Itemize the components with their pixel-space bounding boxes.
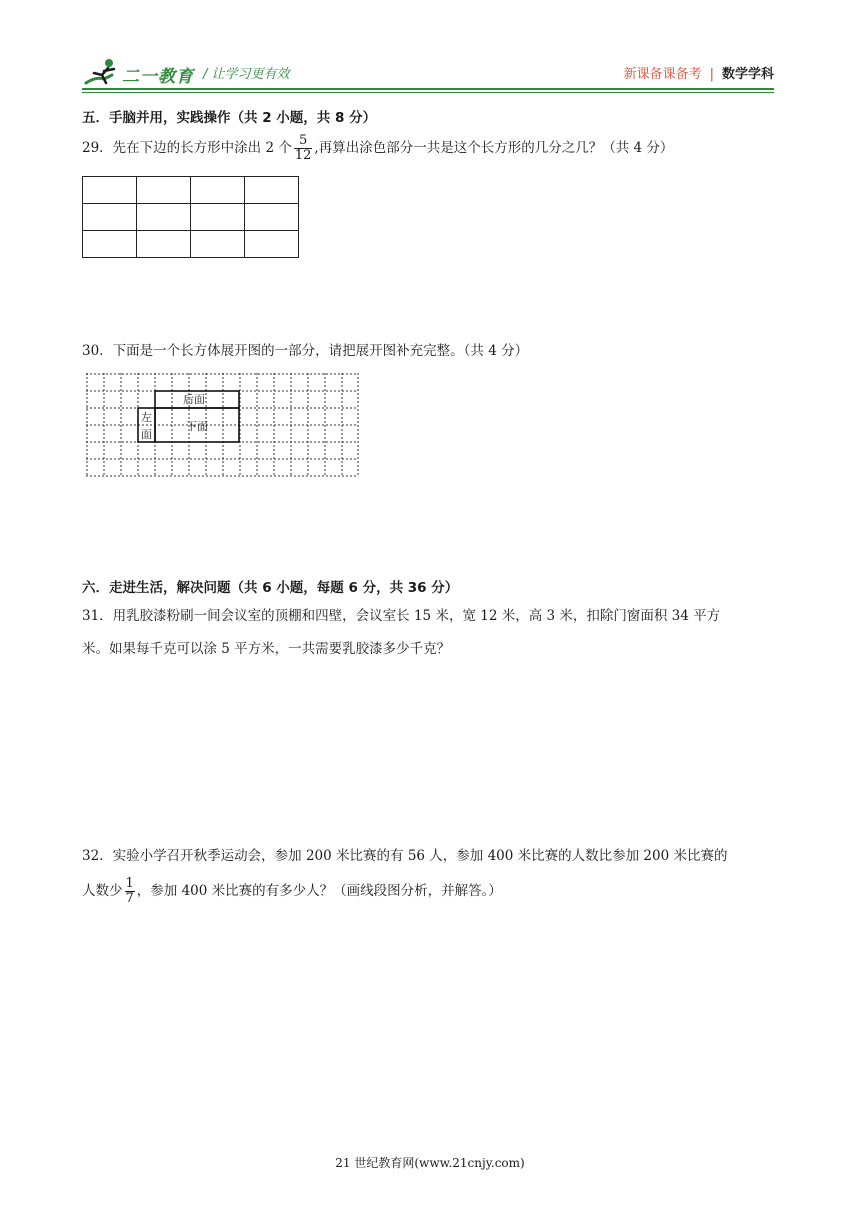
grid-cell[interactable] [191,204,245,231]
question-29-text-a: 29．先在下边的长方形中涂出 2 个 [82,140,292,156]
fraction-numerator: 5 [294,134,313,149]
cuboid-net-grid[interactable] [86,373,360,478]
question-29 [82,134,774,163]
dotted-grid-diagram [86,373,360,478]
grid-cell[interactable] [245,204,299,231]
runner-icon [82,55,122,89]
page-footer: 21 世纪教育网(www.21cnjy.com) [335,1156,525,1170]
grid-cell[interactable] [83,204,137,231]
header-course-label: 新课备课备考 [623,67,702,82]
grid-cell[interactable] [83,177,137,204]
header-separator: | [709,67,714,82]
face-bottom-label: 下面 [186,420,208,433]
header-divider [82,88,774,90]
question-32-text-a: 人数少 [82,883,123,899]
slogan: / 让学习更有效 [203,67,290,82]
grid-cell[interactable] [83,231,137,258]
question-32-line-2 [82,877,774,906]
grid-cell[interactable] [137,204,191,231]
section-title-6: 六．走进生活，解决问题（共 6 小题，每题 6 分，共 36 分） [82,580,459,596]
grid-cell[interactable] [137,231,191,258]
question-30: 30．下面是一个长方体展开图的一部分，请把展开图补充完整。（共 4 分） [82,343,529,359]
grid-cell[interactable] [191,177,245,204]
fraction-denominator: 12 [294,148,312,163]
grid-cell[interactable] [245,177,299,204]
fraction-numerator: 1 [125,876,134,891]
fraction-5-12 [294,134,313,163]
grid-cell[interactable] [245,231,299,258]
face-left-label-2: 面 [141,428,152,441]
brand-name: 二一教育 [122,67,194,87]
fraction-1-7 [125,877,135,906]
question-29-text-b: ,再算出涂色部分一共是这个长方形的几分之几？（共 4 分） [314,140,674,156]
grid-cell[interactable] [191,231,245,258]
question-31-line-1: 31．用乳胶漆粉刷一间会议室的顶棚和四壁，会议室长 15 米，宽 12 米，高 3 米，扣除门窗面积 34 平方 [82,608,721,624]
question-31-line-2: 米。如果每千克可以涂 5 平方米，一共需要乳胶漆多少千克？ [82,641,451,657]
header-right [624,63,774,82]
rectangle-grid[interactable] [82,176,299,258]
question-32-line-1: 32．实验小学召开秋季运动会，参加 200 米比赛的有 56 人，参加 400 米比赛的人数比参加 200 米比赛的 [82,848,728,864]
question-32-text-b: ，参加 400 米比赛的有多少人？（画线段图分析，并解答。） [136,883,502,899]
section-title-5: 五．手脑并用，实践操作（共 2 小题，共 8 分） [82,110,377,126]
header-subject: 数学学科 [721,67,774,82]
header-divider-thin [82,92,774,93]
face-back-label: 后面 [183,393,205,406]
fraction-denominator: 7 [125,891,134,906]
grid-cell[interactable] [137,177,191,204]
face-left-label-1: 左 [141,411,152,424]
